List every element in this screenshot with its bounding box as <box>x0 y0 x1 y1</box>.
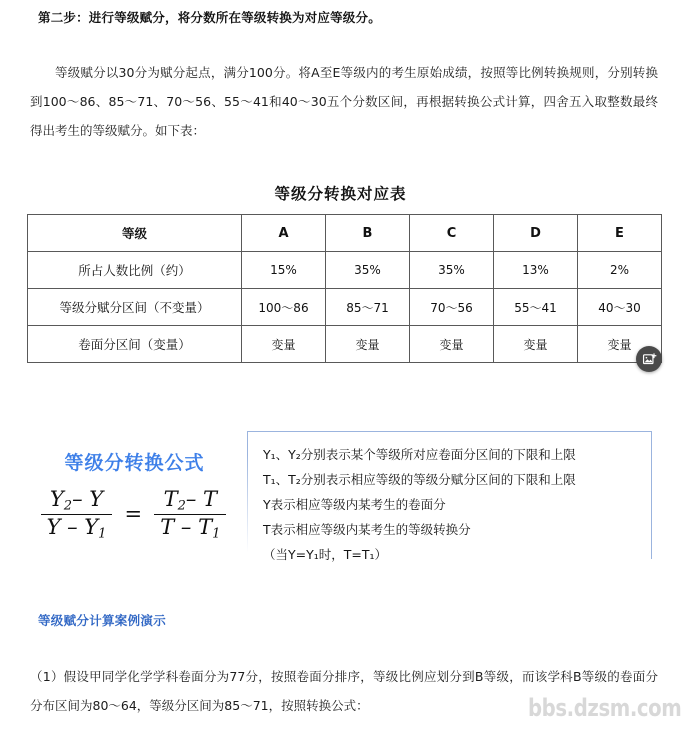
cell-paper-score-range-d: 变量 <box>494 326 578 363</box>
add-image-icon <box>642 352 657 367</box>
table-header <box>28 215 662 252</box>
table-header-cell-d: D <box>494 215 578 252</box>
row-label-population-ratio: 所占人数比例（约） <box>28 252 242 289</box>
formula-legend-box <box>247 431 652 562</box>
example-section-heading: 等级赋分计算案例演示 <box>38 613 167 628</box>
example-paragraph: （1）假设甲同学化学学科卷面分为77分，按照卷面分排序，等级比例应划分到B等级，而该学科B等级的卷面分分布区间为80～64，等级分区间为85～71，按照转换公式： <box>30 669 658 713</box>
cell-population-ratio-e: 2% <box>578 252 662 289</box>
step-heading: 第二步：进行等级赋分，将分数所在等级转换为对应等级分。 <box>38 10 381 25</box>
formula-right-fraction <box>154 487 226 542</box>
cell-paper-score-range-e: 变量 <box>578 326 662 363</box>
cell-grade-score-range-a: 100～86 <box>242 289 326 326</box>
cell-paper-score-range-a: 变量 <box>242 326 326 363</box>
formula-equals-sign: = <box>124 502 143 527</box>
table-row <box>28 326 662 363</box>
intro-paragraph: 等级赋分以30分为赋分起点，满分100分。将A至E等级内的考生原始成绩，按照等比例转换规则，分别转换到100～86、85～71、70～56、55～41和40～30五个分数区间，再根据转换公式计算，四舍五入取整数最终得出考生的等级赋分。如下表： <box>30 65 658 138</box>
table-header-row <box>28 215 662 252</box>
cell-grade-score-range-c: 70～56 <box>410 289 494 326</box>
cell-population-ratio-d: 13% <box>494 252 578 289</box>
table-header-cell-c: C <box>410 215 494 252</box>
row-label-grade-score-range: 等级分赋分区间（不变量） <box>28 289 242 326</box>
legend-line-y: Y₁、Y₂分别表示某个等级所对应卷面分区间的下限和上限 <box>263 447 576 462</box>
formula-left-numerator: $Y_2-$ Y <box>49 487 104 514</box>
cell-population-ratio-c: 35% <box>410 252 494 289</box>
cell-grade-score-range-b: 85～71 <box>326 289 410 326</box>
legend-line-converted-score: T表示相应等级内某考生的等级转换分 <box>263 522 471 537</box>
table-header-cell-grade: 等级 <box>28 215 242 252</box>
formula-right-numerator: $T_2-$ T <box>163 487 218 514</box>
add-image-button[interactable] <box>636 346 662 372</box>
table-header-cell-a: A <box>242 215 326 252</box>
cell-grade-score-range-d: 55～41 <box>494 289 578 326</box>
formula-expression <box>26 487 241 542</box>
cell-paper-score-range-b: 变量 <box>326 326 410 363</box>
formula-left-fraction <box>41 487 113 542</box>
legend-line-t: T₁、T₂分别表示相应等级的等级分赋分区间的下限和上限 <box>263 472 576 487</box>
formula-legend-list <box>247 432 651 567</box>
cell-grade-score-range-e: 40～30 <box>578 289 662 326</box>
formula-left-denominator: Y – $Y_1$ <box>41 514 113 542</box>
legend-line-paper-score: Y表示相应等级内某考生的卷面分 <box>263 497 446 512</box>
formula-title: 等级分转换公式 <box>64 452 205 474</box>
row-label-paper-score-range: 卷面分区间（变量） <box>28 326 242 363</box>
table-body <box>28 252 662 363</box>
legend-line-note: （当Y=Y₁时，T=T₁） <box>263 547 388 562</box>
cell-population-ratio-a: 15% <box>242 252 326 289</box>
table-row <box>28 289 662 326</box>
table-row <box>28 252 662 289</box>
table-header-cell-b: B <box>326 215 410 252</box>
table-title: 等级分转换对应表 <box>274 185 407 203</box>
cell-paper-score-range-c: 变量 <box>410 326 494 363</box>
formula-right-denominator: T – $T_1$ <box>154 514 226 542</box>
cell-population-ratio-b: 35% <box>326 252 410 289</box>
intro-paragraph-block <box>30 58 658 145</box>
watermark: bbs.dzsm.com <box>528 694 681 722</box>
table-header-cell-e: E <box>578 215 662 252</box>
grade-conversion-table <box>27 214 662 363</box>
